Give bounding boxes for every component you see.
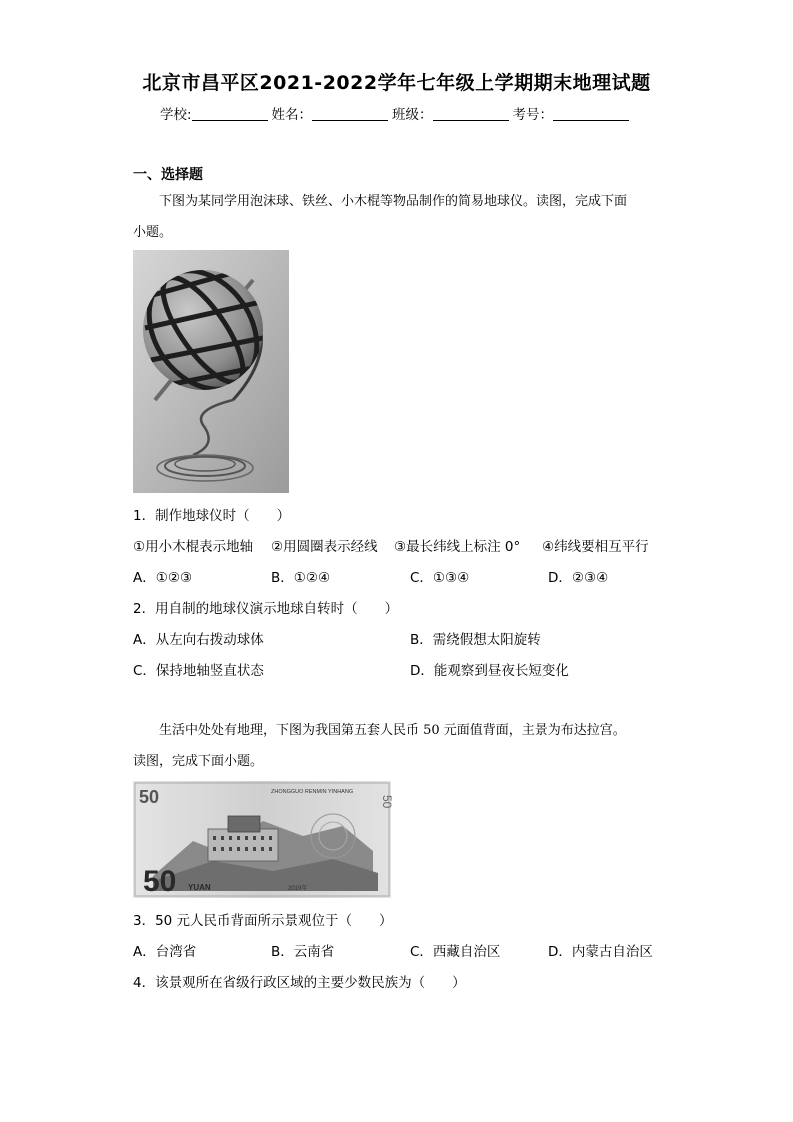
name-label: 姓名： bbox=[271, 107, 313, 123]
banknote-illustration bbox=[133, 781, 394, 898]
q3-option-a: A．台湾省 bbox=[133, 944, 197, 960]
class-label: 班级： bbox=[392, 107, 433, 123]
q1-statement-2: ②用圆圈表示经线 bbox=[271, 539, 378, 555]
globe-image bbox=[133, 250, 289, 493]
intro1-line2: 小题。 bbox=[133, 225, 173, 240]
q1-option-c: C．①③④ bbox=[410, 570, 470, 586]
student-info-line bbox=[0, 103, 793, 123]
q3-option-d: D．内蒙古自治区 bbox=[548, 944, 653, 960]
q3-option-c: C．西藏自治区 bbox=[410, 944, 501, 960]
q1-statement-3: ③最长纬线上标注 0° bbox=[394, 539, 521, 555]
q1-statement-4: ④纬线要相互平行 bbox=[542, 539, 649, 555]
banknote-image bbox=[133, 781, 394, 898]
banknote-yuan: YUAN bbox=[188, 883, 211, 892]
intro-paragraph-1-cont bbox=[133, 217, 663, 248]
name-blank bbox=[312, 108, 388, 121]
q1-option-a: A．①②③ bbox=[133, 570, 193, 586]
section-title: 一、选择题 bbox=[133, 167, 203, 183]
banknote-bank-name: ZHONGGUO RENMIN YINHANG bbox=[271, 789, 354, 795]
intro2-line2: 读图，完成下面小题。 bbox=[133, 754, 264, 769]
question-4-stem: 4．该景观所在省级行政区域的主要少数民族为（ ） bbox=[133, 975, 466, 991]
intro2-line1: 生活中处处有地理，下图为我国第五套人民币 50 元面值背面，主景为布达拉宫。 bbox=[159, 723, 626, 738]
q3-option-b: B．云南省 bbox=[271, 944, 335, 960]
q1-option-b: B．①②④ bbox=[271, 570, 331, 586]
school-blank bbox=[192, 108, 268, 121]
globe-illustration bbox=[133, 250, 289, 493]
exam-no-label: 考号： bbox=[512, 107, 554, 123]
q1-statement-1: ①用小木棍表示地轴 bbox=[133, 539, 254, 555]
intro-paragraph-2 bbox=[133, 715, 663, 746]
q2-option-b: B．需绕假想太阳旋转 bbox=[410, 632, 541, 648]
question-1-stem: 1．制作地球仪时（ ） bbox=[133, 508, 291, 524]
exam-no-blank bbox=[553, 108, 629, 121]
q2-option-c: C．保持地轴竖直状态 bbox=[133, 663, 264, 679]
intro-paragraph-1 bbox=[133, 186, 663, 217]
class-blank bbox=[433, 108, 509, 121]
q2-option-a: A．从左向右拨动球体 bbox=[133, 632, 264, 648]
page-title: 北京市昌平区2021-2022学年七年级上学期期末地理试题 bbox=[142, 72, 651, 94]
question-3-stem: 3．50 元人民币背面所示景观位于（ ） bbox=[133, 913, 393, 929]
intro1-line1: 下图为某同学用泡沫球、铁丝、小木棍等物品制作的简易地球仪。读图，完成下面 bbox=[159, 194, 628, 209]
school-label: 学校: bbox=[159, 107, 192, 123]
q1-option-d: D．②③④ bbox=[548, 570, 609, 586]
q2-option-d: D．能观察到昼夜长短变化 bbox=[410, 663, 569, 679]
banknote-side-number: 50 bbox=[380, 795, 394, 809]
banknote-year: 2019年 bbox=[288, 886, 308, 892]
intro-paragraph-2-cont bbox=[133, 746, 663, 777]
banknote-corner-number: 50 bbox=[139, 787, 160, 807]
question-2-stem: 2．用自制的地球仪演示地球自转时（ ） bbox=[133, 601, 399, 617]
banknote-big-number: 50 bbox=[143, 865, 177, 898]
